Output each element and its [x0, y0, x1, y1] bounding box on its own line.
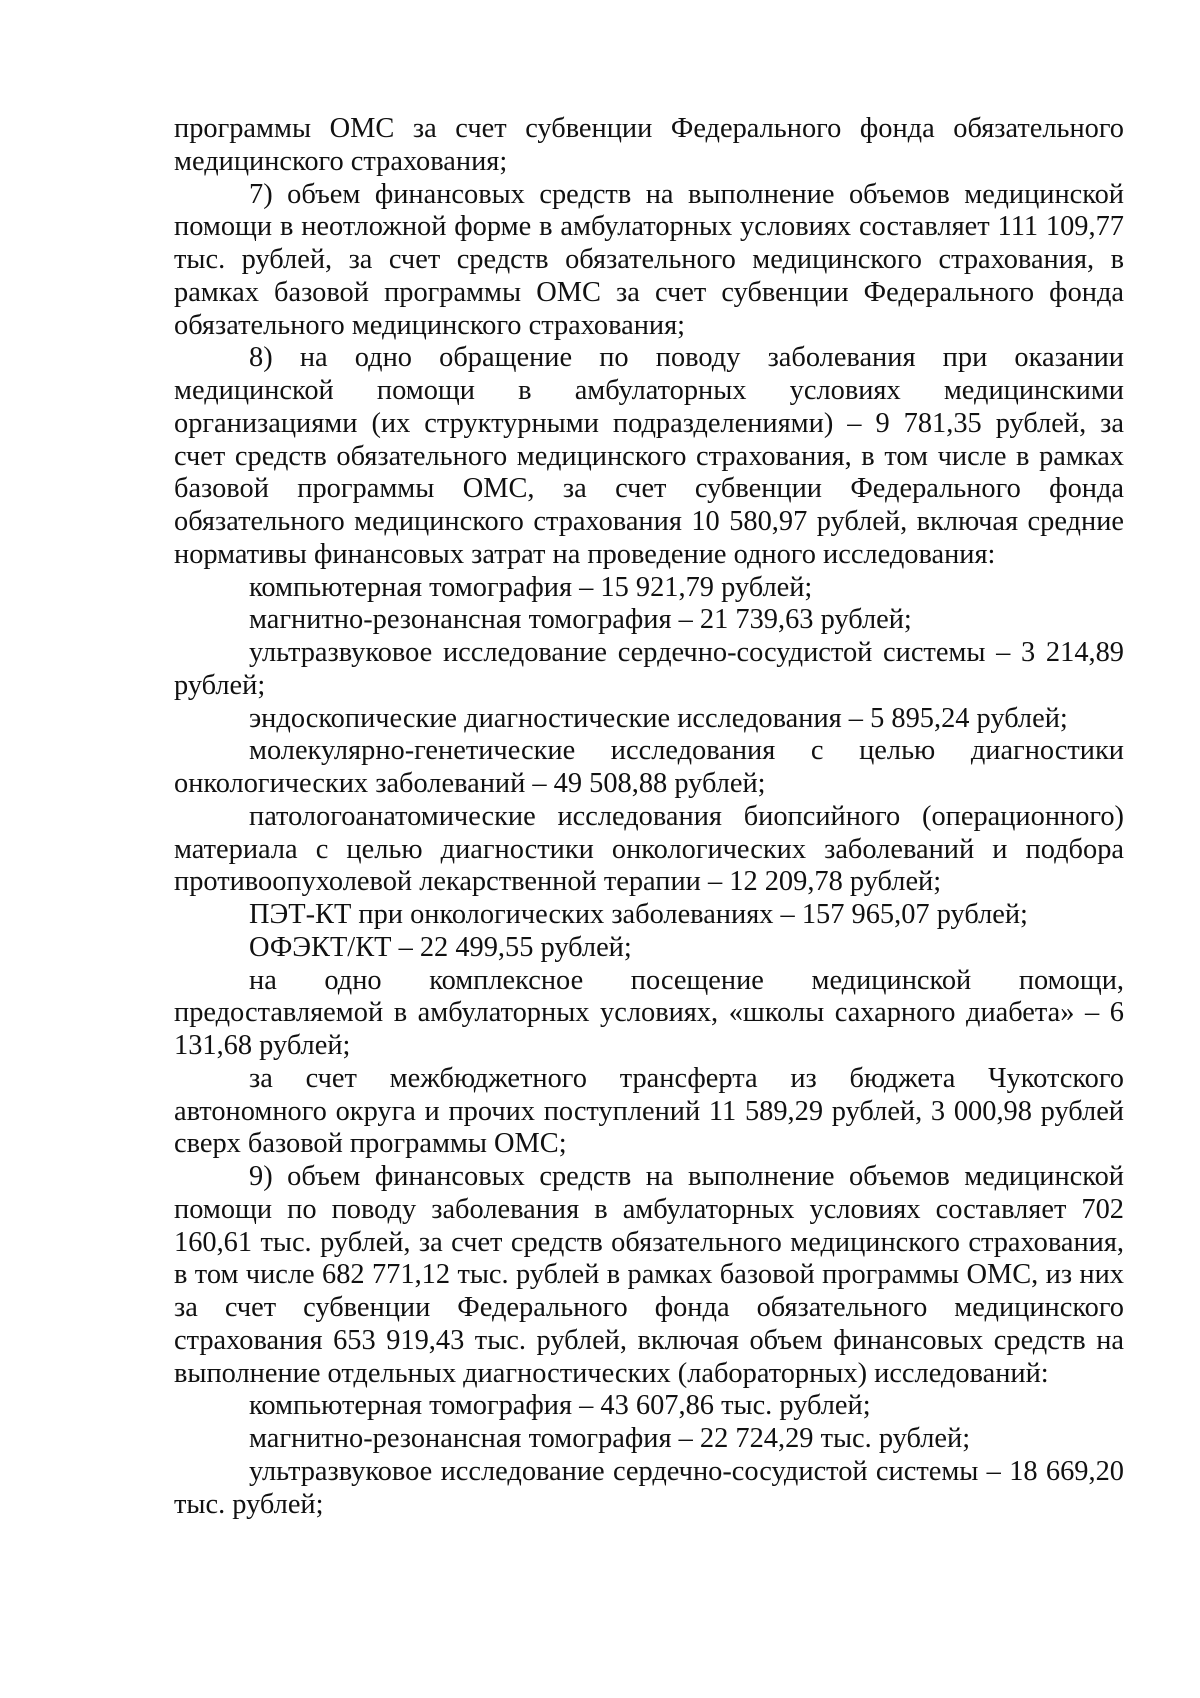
paragraph-12: на одно комплексное посещение медицинской помощи, предоставляемой в амбулаторных условиях, «школы сахарного диабета» – 6 131,68 рублей;: [174, 964, 1124, 1061]
paragraph-5: магнитно-резонансная томография – 21 739,63 рублей;: [249, 604, 912, 636]
paragraph-15: компьютерная томография – 43 607,86 тыс. рублей;: [249, 1390, 871, 1422]
paragraph-17: ультразвуковое исследование сердечно-сосудистой системы – 18 669,20 тыс. рублей;: [174, 1455, 1124, 1520]
paragraph-9: патологоанатомические исследования биопсийного (операционного) материала с целью диагностики онкологических заболеваний и подбора противоопухолевой лекарственной терапии – 12 209,78 рублей;: [174, 800, 1124, 898]
paragraph-3: 8) на одно обращение по поводу заболевания при оказании медицинской помощи в амбулаторных условиях медицинскими организациями (их структурными подразделениями) – 9 781,35 рублей, за счет средств обязательного медицинского страхования, в том числе в рамках базовой программы ОМС, за счет субвенции Федерального фонда обязательного медицинского страхования 10 580,97 рублей, включая средние нормативы финансовых затрат на проведение одного исследования:: [174, 342, 1124, 570]
paragraph-1: программы ОМС за счет субвенции Федерального фонда обязательного медицинского страхования;: [174, 113, 1124, 177]
paragraph-14: 9) объем финансовых средств на выполнение объемов медицинской помощи по поводу заболевания в амбулаторных условиях составляет 702 160,61 тыс. рублей, за счет средств обязательного медицинского страхования, в том числе 682 771,12 тыс. рублей в рамках базовой программы ОМС, из них за счет субвенции Федерального фонда обязательного медицинского страхования 653 919,43 тыс. рублей, включая объем финансовых средств на выполнение отдельных диагностических (лабораторных) исследований:: [174, 1161, 1124, 1389]
document-page: [174, 113, 1124, 1521]
paragraph-7: эндоскопические диагностические исследования – 5 895,24 рублей;: [249, 702, 1068, 734]
paragraph-4: компьютерная томография – 15 921,79 рублей;: [249, 571, 813, 603]
paragraph-10: ПЭТ-КТ при онкологических заболеваниях – 157 965,07 рублей;: [249, 899, 1028, 930]
paragraph-8: молекулярно-генетические исследования с целью диагностики онкологических заболеваний – 49 508,88 рублей;: [174, 735, 1124, 799]
paragraph-11: ОФЭКТ/КТ – 22 499,55 рублей;: [249, 931, 632, 963]
paragraph-2: 7) объем финансовых средств на выполнение объемов медицинской помощи в неотложной форме в амбулаторных условиях составляет 111 109,77 тыс. рублей, за счет средств обязательного медицинского страхования, в рамках базовой программы ОМС за счет субвенции Федерального фонда обязательного медицинского страхования;: [174, 178, 1124, 341]
paragraph-16: магнитно-резонансная томография – 22 724,29 тыс. рублей;: [249, 1423, 971, 1454]
paragraph-13: за счет межбюджетного трансферта из бюджета Чукотского автономного округа и прочих поступлений 11 589,29 рублей, 3 000,98 рублей сверх базовой программы ОМС;: [174, 1062, 1124, 1160]
paragraph-6: ультразвуковое исследование сердечно-сосудистой системы – 3 214,89 рублей;: [174, 637, 1124, 701]
